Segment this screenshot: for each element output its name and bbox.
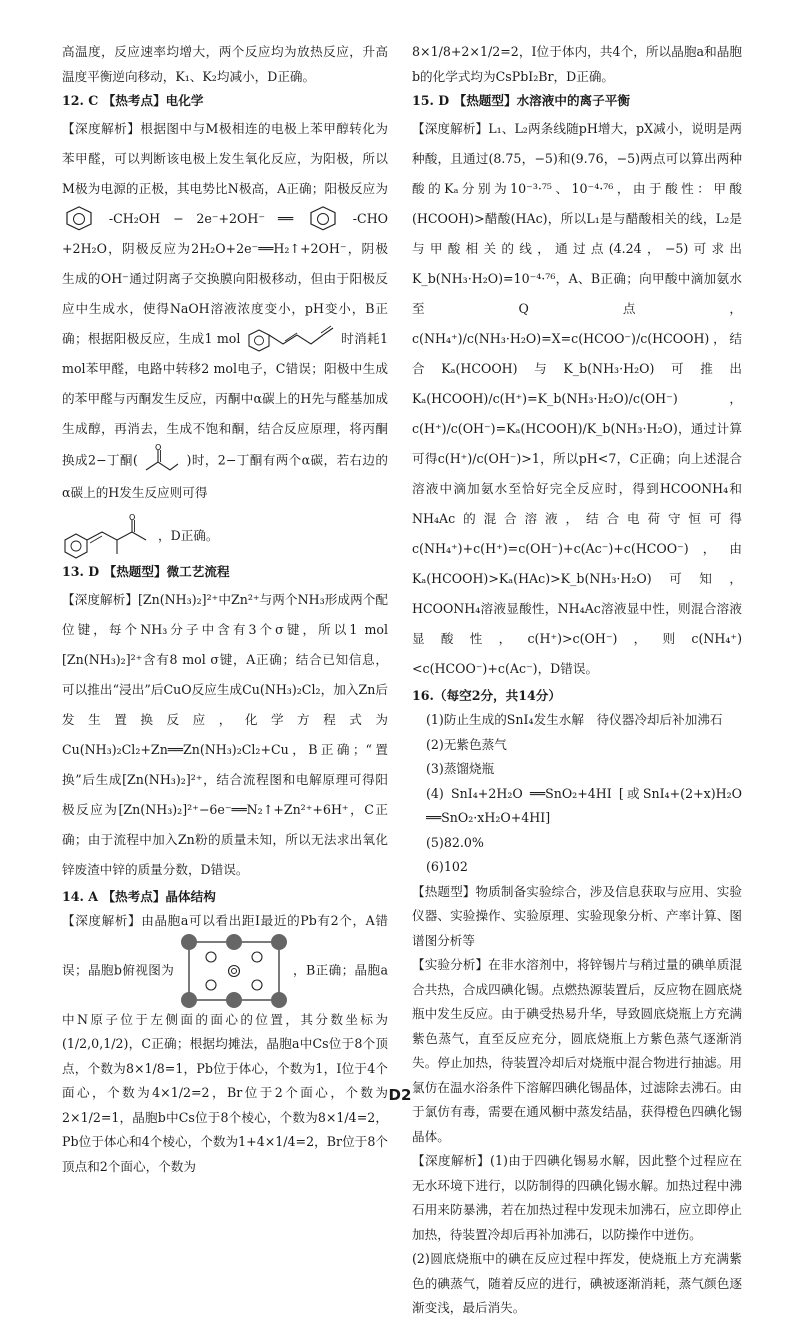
right-continuation-text: 8×1/8+2×1/2=2，I位于体内，共4个，所以晶胞a和晶胞b的化学式均为CsPbI₂Br，D正确。 xyxy=(412,44,742,84)
q16-heading: 16.（每空2分，共14分） xyxy=(412,687,561,703)
benzene-ring-icon xyxy=(306,206,340,232)
methyl-enone-structure-icon xyxy=(62,512,158,560)
left-continuation-text: 高温度，反应速率均增大，两个反应均为放热反应，升高温度平衡逆向移动，K₁、K₂均减小，D正确。 xyxy=(62,44,388,84)
q12-analysis-part1 xyxy=(62,114,388,509)
q16-topic-tag: 【热题型】物质制备实验综合，涉及信息获取与应用、实验仪器、实验操作、实验原理、实验现象分析、产率计算、图谱图分析等 xyxy=(412,883,742,948)
cinnamaldehyde-structure-icon xyxy=(245,324,337,354)
q13-heading: 13. D 【热题型】微工艺流程 xyxy=(62,564,230,579)
q12-product-figure xyxy=(62,512,388,560)
svg-text:O: O xyxy=(155,444,162,452)
q12-text-d: )时，2−丁酮有两个α碳，若右边的α碳上的H发生反应则可得 xyxy=(62,452,388,500)
q16-deep-analysis-2: (2)圆底烧瓶中的碘在反应过程中挥发，使烧瓶上方充满紫色的碘蒸气，随着反应的进行，碘被逐渐消耗，蒸气颜色逐渐变浅，最后消失。 xyxy=(412,1251,742,1315)
q12-text-c: 时消耗1 mol苯甲醛，电路中转移2 mol电子，C错误；阳极中生成的苯甲醛与丙酮发生反应，丙酮中α碳上的H先与醛基加成生成醇，再消去，生成不饱和酮，结合反应原理，将丙酮换成2−丁酮( xyxy=(62,330,389,468)
page-number: D2 xyxy=(388,1086,412,1104)
q14-text-a: 【深度解析】由晶胞a可以看出距I最近的Pb有2个，A错误；晶胞b俯视图为 xyxy=(62,913,388,977)
q12-text-e: ，D正确。 xyxy=(158,527,219,543)
left-column xyxy=(62,40,388,1179)
q12-text-b: -CHO +2H₂O，阴极反应为2H₂O+2e⁻══H₂↑+2OH⁻，阴极生成的OH⁻通过阴离子交换膜向阳极移动，但由于阳极反应中生成水，使得NaOH溶液浓度变小，pH变小，B正确；根据阳极反应，生成1 mol xyxy=(62,210,388,346)
q15-analysis: 【深度解析】L₁、L₂两条线随pH增大，pX减小，说明是两种酸，且通过(8.75，−5)和(9.76，−5)两点可以算出两种酸的Kₐ分别为10⁻³·⁷⁵、10⁻⁴·⁷⁶，由于酸性：甲酸(HCOOH)>醋酸(HAc)，所以L₁是与醋酸相关的线，L₂是与甲酸相关的线，通过点(4.24，−5)可求出K_b(NH₃·H₂O)=10⁻⁴·⁷⁶，A、B正确；向甲酸中滴加氨水至Q点，c(NH₄⁺)/c(NH₃·H₂O)=X=c(HCOO⁻)/c(HCOOH)，结合Kₐ(HCOOH)与K_b(NH₃·H₂O)可推出Kₐ(HCOOH)/c(H⁺)=K_b(NH₃·H₂O)/c(OH⁻)，c(H⁺)/c(OH⁻)=Kₐ(HCOOH)/K_b(NH₃·H₂O)，通过计算可得c(H⁺)/c(OH⁻)>1，所以pH<7，C正确；向上述混合溶液中滴加氨水至恰好完全反应时，得到HCOONH₄和NH₄Ac的混合溶液，结合电荷守恒可得c(NH₄⁺)+c(H⁺)=c(OH⁻)+c(Ac⁻)+c(HCOO⁻)，由Kₐ(HCOOH)>Kₐ(HAc)>K_b(NH₃·H₂O)可知，HCOONH₄溶液显酸性，NH₄Ac溶液显中性，则混合溶液显酸性，c(H⁺)>c(OH⁻)，则c(NH₄⁺)<c(HCOO⁻)+c(Ac⁻)，D错误。 xyxy=(412,120,742,676)
q16-answer-list xyxy=(412,708,742,880)
q15-heading: 15. D 【热题型】水溶液中的离子平衡 xyxy=(412,93,630,108)
q16-answer-5: (5)82.0% xyxy=(426,834,484,850)
q16-experiment-analysis: 【实验分析】在非水溶剂中，将锌锡片与稍过量的碘单质混合共热，合成四碘化锡。点燃热源装置后，反应物在圆底烧瓶中发生反应。由于碘受热易升华，导致圆底烧瓶上方充满紫色蒸气，直至反应充分，圆底烧瓶上方紫色蒸气逐渐消失。停止加热，待装置冷却后对烧瓶中混合物进行抽滤。用氯仿在温水浴条件下溶解四碘化锡晶体，过滤除去沸石。由于氯仿有毒，需要在通风橱中蒸发结晶，获得橙色四碘化锡晶体。 xyxy=(412,957,742,1144)
q16-answer-4: (4) SnI₄+2H₂O ══SnO₂+4HI [或SnI₄+(2+x)H₂O ══SnO₂·xH₂O+4HI] xyxy=(426,785,742,825)
q12-text-a-tail: -CH₂OH − 2e⁻+2OH⁻ ══ xyxy=(108,210,294,226)
q16-answer-6: (6)102 xyxy=(426,859,468,874)
crystal-cell-b-topview-icon xyxy=(179,934,289,1008)
q16-answer-2: (2)无紫色蒸气 xyxy=(426,736,507,752)
q13-analysis: 【深度解析】[Zn(NH₃)₂]²⁺中Zn²⁺与两个NH₃形成两个配位键，每个NH₃分子中含有3个σ键，所以1 mol [Zn(NH₃)₂]²⁺含有8 mol σ键，A正确；结合已知信息，可以推出“浸出”后CuO反应生成Cu(NH₃)₂Cl₂，加入Zn后发生置换反应，化学方程式为Cu(NH₃)₂Cl₂+Zn══Zn(NH₃)₂Cl₂+Cu，B正确；“置换”后生成[Zn(NH₃)₂]²⁺，结合流程图和电解原理可得阳极反应为[Zn(NH₃)₂]²⁺−6e⁻══N₂↑+Zn²⁺+6H⁺，C正确；由于流程中加入Zn粉的质量未知，所以无法求出氧化锌废渣中锌的质量分数，D错误。 xyxy=(62,591,388,877)
svg-text:O: O xyxy=(129,513,136,522)
q16-answer-3: (3)蒸馏烧瓶 xyxy=(426,761,495,776)
q14-heading: 14. A 【热考点】晶体结构 xyxy=(62,888,216,904)
q14-analysis-part1 xyxy=(62,909,388,1179)
q12-heading: 12. C 【热考点】电化学 xyxy=(62,93,204,108)
right-column xyxy=(412,40,742,1321)
q16-deep-analysis-1: 【深度解析】(1)由于四碘化锡易水解，因此整个过程应在无水环境下进行，以防制得的四碘化锡水解。加热过程中沸石用来防暴沸，若在加热过程中发现未加沸石，应立即停止加热，待装置冷却后再补加沸石，以防操作中迸伤。 xyxy=(412,1153,742,1242)
q16-answer-1: (1)防止生成的SnI₄发生水解 待仪器冷却后补加沸石 xyxy=(426,712,723,727)
q12-text-a: 【深度解析】根据图中与M极相连的电极上苯甲醇转化为苯甲醛，可以判断该电极上发生氧化反应，为阳极，所以M极为电源的正极，其电势比N极高，A正确；阳极反应为 xyxy=(62,120,388,196)
butanone-structure-icon xyxy=(142,444,182,478)
benzene-ring-icon xyxy=(62,206,96,232)
q14-text-b: ，B正确；晶胞a中N原子位于左侧面的面心的位置，其分数坐标为(1/2,0,1/2)，C正确；根据均摊法，晶胞a中Cs位于8个顶点，个数为8×1/8=1，Pb位于体心，个数为1，I位于4个面心，个数为4×1/2=2，Br位于2个面心，个数为2×1/2=1，晶胞b中Cs位于8个棱心，个数为8×1/4=2，Pb位于体心和4个棱心，个数为1+4×1/4=2，Br位于8个顶点和2个面心，个数为 xyxy=(62,962,388,1174)
